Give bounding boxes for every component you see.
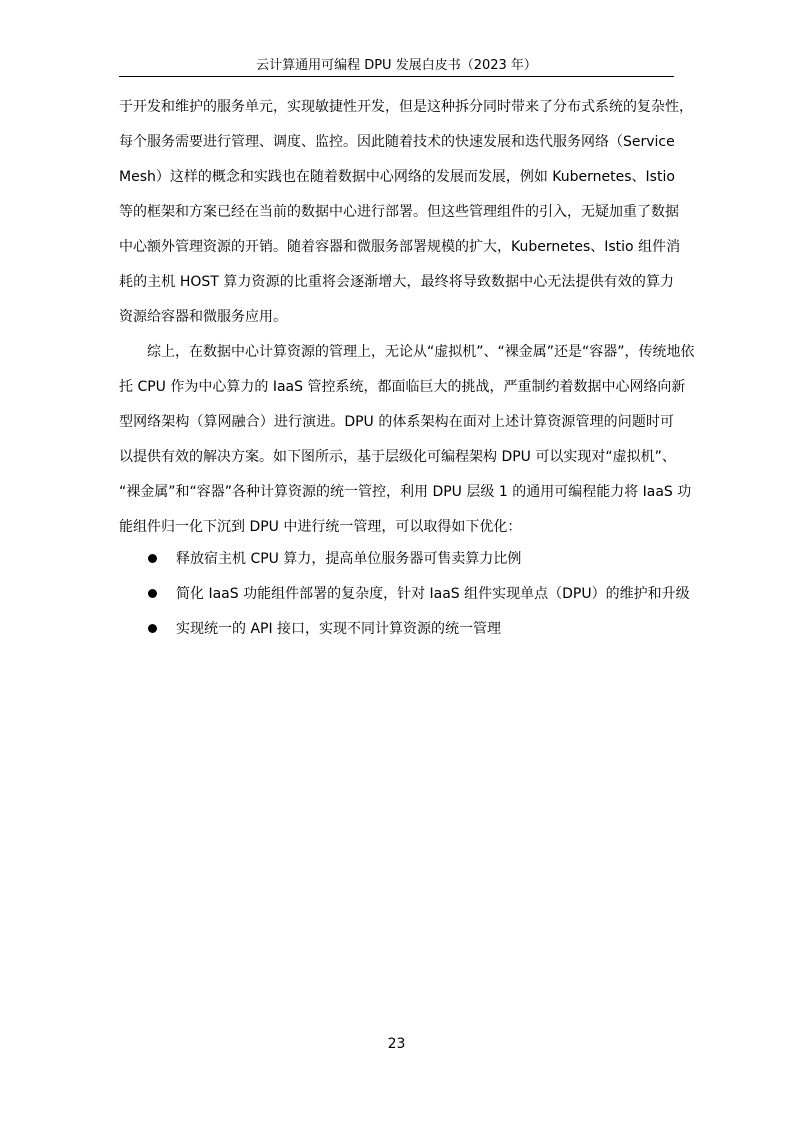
paragraph-1-line: 每个服务需要进行管理、调度、监控。因此随着技术的快速发展和迭代服务网络（Service (119, 134, 675, 150)
bullet-item (148, 619, 674, 639)
paragraph-1-line: 等的框架和方案已经在当前的数据中心进行部署。但这些管理组件的引入，无疑加重了数据 (119, 204, 679, 220)
bullet-text: 释放宿主机 CPU 算力，提高单位服务器可售卖算力比例 (176, 551, 522, 567)
paragraph-2-line: 托 CPU 作为中心算力的 IaaS 管控系统，都面临巨大的挑战，严重制约着数据中心网络向新 (119, 379, 686, 395)
paragraph-2-line: “裸金属”和“容器”各种计算资源的统一管控，利用 DPU 层级 1 的通用可编程能力将 IaaS 功 (119, 484, 692, 500)
page-header-title: 云计算通用可编程 DPU 发展白皮书（2023 年） (256, 58, 537, 73)
bullet-dot-icon (148, 554, 157, 563)
page-number: 23 (387, 1036, 406, 1052)
header-divider (119, 76, 674, 77)
bullet-item (148, 549, 674, 569)
paragraph-1-line: 耗的主机 HOST 算力资源的比重将会逐渐增大，最终将导致数据中心无法提供有效的算力 (119, 274, 674, 290)
bullet-item (148, 584, 690, 604)
bullet-dot-icon (148, 589, 157, 598)
paragraph-1-line: Mesh）这样的概念和实践也在随着数据中心网络的发展而发展，例如 Kubernetes、Istio (119, 169, 675, 185)
paragraph-1-line: 于开发和维护的服务单元，实现敏捷性开发，但是这种拆分同时带来了分布式系统的复杂性， (119, 99, 693, 115)
paragraph-2-line: 综上，在数据中心计算资源的管理上，无论从“虚拟机”、“裸金属”还是“容器”，传统地依 (119, 344, 695, 360)
bullet-dot-icon (148, 624, 157, 633)
paragraph-2-line: 能组件归一化下沉到 DPU 中进行统一管理，可以取得如下优化： (119, 519, 522, 535)
bullet-text: 实现统一的 API 接口，实现不同计算资源的统一管理 (176, 621, 502, 637)
bullet-text: 简化 IaaS 功能组件部署的复杂度，针对 IaaS 组件实现单点（DPU）的维护和升级 (176, 586, 690, 602)
paragraph-2-line: 以提供有效的解决方案。如下图所示，基于层级化可编程架构 DPU 可以实现对“虚拟机”、 (119, 449, 676, 465)
paragraph-2-line: 型网络架构（算网融合）进行演进。DPU 的体系架构在面对上述计算资源管理的问题时可 (119, 414, 674, 430)
paragraph-1-line: 中心额外管理资源的开销。随着容器和微服务部署规模的扩大，Kubernetes、Istio 组件消 (119, 239, 681, 255)
paragraph-1-line: 资源给容器和微服务应用。 (119, 309, 287, 325)
